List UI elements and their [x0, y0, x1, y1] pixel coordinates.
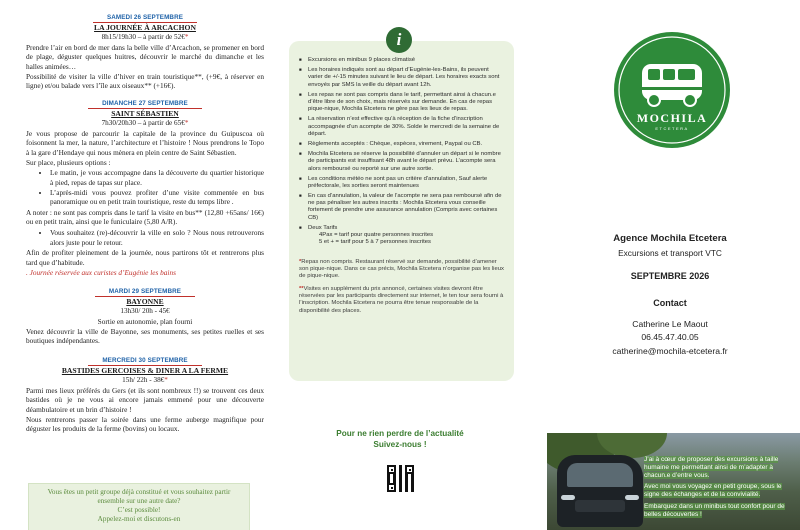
section-paragraph: Sur place, plusieurs options : — [26, 157, 111, 167]
cta-line: C’est possible! — [117, 506, 161, 514]
section-paragraph: Prendre l’air en bord de mer dans la belle ville d’Arcachon, se promener en bord de plage, déguster quelques huitres, découvrir le marché du dimanche et les halles animées… — [26, 42, 264, 72]
info-item: ■ Les repas ne sont pas compris dans le tarif, permettant ainsi à chacun.e d’être libre de son choix, mais réservés sur demande. En cas de repas pique-nique, Mochila Etcetera ne gère pas les lieux de repas. — [299, 92, 504, 114]
info-item: ■ Mochila Etcetera se réserve la possibilité d’annuler un départ si le nombre de participants est insuffisant 48h avant le départ prévu. L’acompte sera alors remboursé ou reporté sur une autre sortie. — [299, 151, 504, 173]
footnote-visits: **Visites en supplément du prix annoncé, certaines visites devront être réservées par les participants directement sur internet, le ten tour sera fourni à l’inscription. Mochila Etcetera ne pourra être tenue responsable de la disponibilité des places. — [299, 285, 504, 314]
contact-block — [560, 297, 780, 358]
qr-code-icon[interactable] — [387, 465, 414, 492]
info-item: ■ La réservation n’est effective qu’à réception de la fiche d’inscription accompagnée d’un acompte de 30%. Solde le mercredi de la semaine de départ. — [299, 116, 504, 138]
info-item: ■ Excursions en minibus 9 places climatisé — [299, 57, 504, 64]
section-title: BASTIDES GERCOISES & DINER A LA FERME — [61, 366, 229, 376]
section-paragraph: Possibilité de visiter la ville d’hiver en train touristique**, (+9€, à réserver en ligne) et/ou balade vers l’île aux oiseaux** (+16€). — [26, 71, 264, 91]
section-price: 13h30/ 20h - 45€ — [120, 307, 170, 316]
section-date: MARDI 29 SEPTEMBRE — [95, 288, 195, 297]
info-icon: i — [386, 27, 412, 53]
contact-person: Catherine Le Maout — [632, 318, 708, 329]
section-sortie: Sortie en autonomie, plan fourni — [97, 316, 193, 326]
tarif-line: 4Pax = tarif pour quatre personnes inscrites — [319, 232, 434, 239]
cta-line: ensemble sur une autre date? — [97, 497, 181, 505]
cta-line: Appelez-moi et discutons-en — [97, 515, 181, 523]
contact-label: Contact — [653, 298, 687, 308]
minibus-image — [557, 455, 643, 527]
section-paragraph: Afin de profiter pleinement de la journée, nous partirons tôt et rentrerons plus tard que d’habitude. — [26, 248, 264, 267]
section-arcachon-header — [26, 12, 264, 43]
group-booking-box — [28, 483, 250, 530]
logo-tagline: ETCETERA — [655, 126, 689, 131]
caption-line: Avec moi vous voyagez en petit groupe, sous le signe des échanges et de la convivialité. — [644, 483, 782, 499]
footnote-meals: *Repas non compris. Restaurant réservé sur demande, possibilité d’amener son pique-nique. Dans ce cas précis, Mochila Etcetera n’organise pas les lieux de pique-nique. — [299, 258, 504, 280]
section-price: 15h/ 22h - 38€* — [122, 376, 168, 385]
info-item: ■ Les horaires indiqués sont au départ d’Eugénie-les-Bains, ils peuvent varier de +/-15 minutes suivant le lieu de départ. Les horaires exacts sont envoyés par SMS la veille du départ avant 12h. — [299, 67, 504, 89]
section-paragraph: Venez découvrir la ville de Bayonne, ses monuments, ses petites ruelles et ses boutiques indépendantes. — [26, 326, 264, 346]
info-panel — [289, 41, 514, 381]
reserved-note: . Journée réservée aux curistes d’Eugénie les bains — [26, 267, 176, 277]
section-title: LA JOURNÉE À ARCACHON — [94, 23, 196, 33]
photo-caption — [644, 456, 794, 523]
program-column — [26, 8, 264, 530]
follow-line: Pour ne rien perdre de l’actualité — [336, 429, 464, 438]
follow-line: Suivez-nous ! — [373, 440, 427, 450]
section-bastides-header — [26, 355, 264, 386]
list-item: • Vous souhaitez (re)-découvrir la ville en solo ? Nous nous retrouverons alors juste pour le retour. — [50, 228, 264, 247]
section-title: SAINT SÉBASTIEN — [111, 109, 179, 119]
info-item: ■ Deux Tarifs — [299, 225, 504, 232]
section-note: A noter : ne sont pas compris dans le tarif la visite en bus** (12,80 +65ans/ 16€) ou en petit train, ainsi que le funiculaire (5,80 A/R). — [26, 207, 264, 227]
cta-line: Vous êtes un petit groupe déjà constitué et vous souhaitez partir — [47, 488, 231, 496]
section-paragraph: Parmi mes lieux préférés du Gers (et ils sont nombreux !!) se trouvent ces deux bastides où je ne vous ai encore jamais emmené pour une découverte déambulatoire et un brin d’histoire ! — [26, 385, 264, 414]
list-item: • L’après-midi vous pouvez profiter d’une visite commentée en bus panoramique ou en petit train touristique, reste du temps libre . — [50, 188, 264, 207]
info-list — [299, 57, 504, 232]
section-date: SAMEDI 26 SEPTEMBRE — [93, 14, 197, 23]
agency-name: Agence Mochila Etcetera — [613, 233, 727, 244]
caption-line: J’ai à cœur de proposer des excursions à taille humaine me permettant ainsi de m’adapter à chacun.e d’entre vous. — [644, 456, 779, 479]
section-bayonne-header — [26, 286, 264, 317]
section-date: DIMANCHE 27 SEPTEMBRE — [88, 100, 202, 109]
info-item: ■ En cas d’annulation, la valeur de l’acompte ne sera pas remboursé afin de ne pas pénaliser les autres inscrits : Mochila Etcetera vous conseille fortement de prendre une assurance annulation (Compris avec certaines CB) — [299, 193, 504, 222]
section-paragraph: Nous rentrerons passer la soirée dans une ferme auberge magnifique pour déguster les produits de la ferme (bovins) ou locaux. — [26, 414, 264, 434]
agency-block — [560, 233, 780, 281]
section-price: 7h30/20h30 – à partir de 65€* — [101, 119, 189, 128]
info-item: ■ Les conditions météo ne sont pas un critère d’annulation, Sauf alerte préfectorale, les sorties seront maintenues — [299, 176, 504, 191]
caption-line: Embarquez dans un minibus tout confort pour de belles découvertes ! — [644, 502, 785, 518]
section-saint-sebastien-header — [26, 98, 264, 129]
contact-phone[interactable]: 06.45.47.40.05 — [641, 332, 699, 343]
mochila-logo — [612, 30, 732, 150]
section-paragraph: Je vous propose de parcourir la capitale de la province du Guipuscoa où foisonnent la mer, la nature, l’architecture et l’histoire ! Nous prendrons le Topo à la gare d’Hendaye qui nous mènera en plein centre de Saint Sébastien. — [26, 128, 264, 157]
contact-email[interactable]: catherine@mochila-etcetera.fr — [612, 345, 728, 356]
follow-us — [300, 428, 500, 450]
program-month: SEPTEMBRE 2026 — [630, 271, 710, 281]
options-list — [50, 228, 264, 247]
agency-subtitle: Excursions et transport VTC — [618, 248, 722, 258]
tarif-line: 5 et + = tarif pour 5 à 7 personnes inscrites — [319, 239, 431, 246]
section-date: MERCREDI 30 SEPTEMBRE — [88, 357, 201, 366]
section-price: 8h15/19h30 – à partir de 52€* — [101, 33, 189, 42]
section-title: BAYONNE — [126, 297, 164, 307]
info-item: ■ Règlements acceptés : Chèque, espèces, virement, Paypal ou CB. — [299, 141, 504, 148]
logo-name: MOCHILA — [636, 111, 708, 125]
list-item: • Le matin, je vous accompagne dans la découverte du quartier historique à pied, repas de tapas sur place. — [50, 168, 264, 187]
options-list — [50, 168, 264, 207]
